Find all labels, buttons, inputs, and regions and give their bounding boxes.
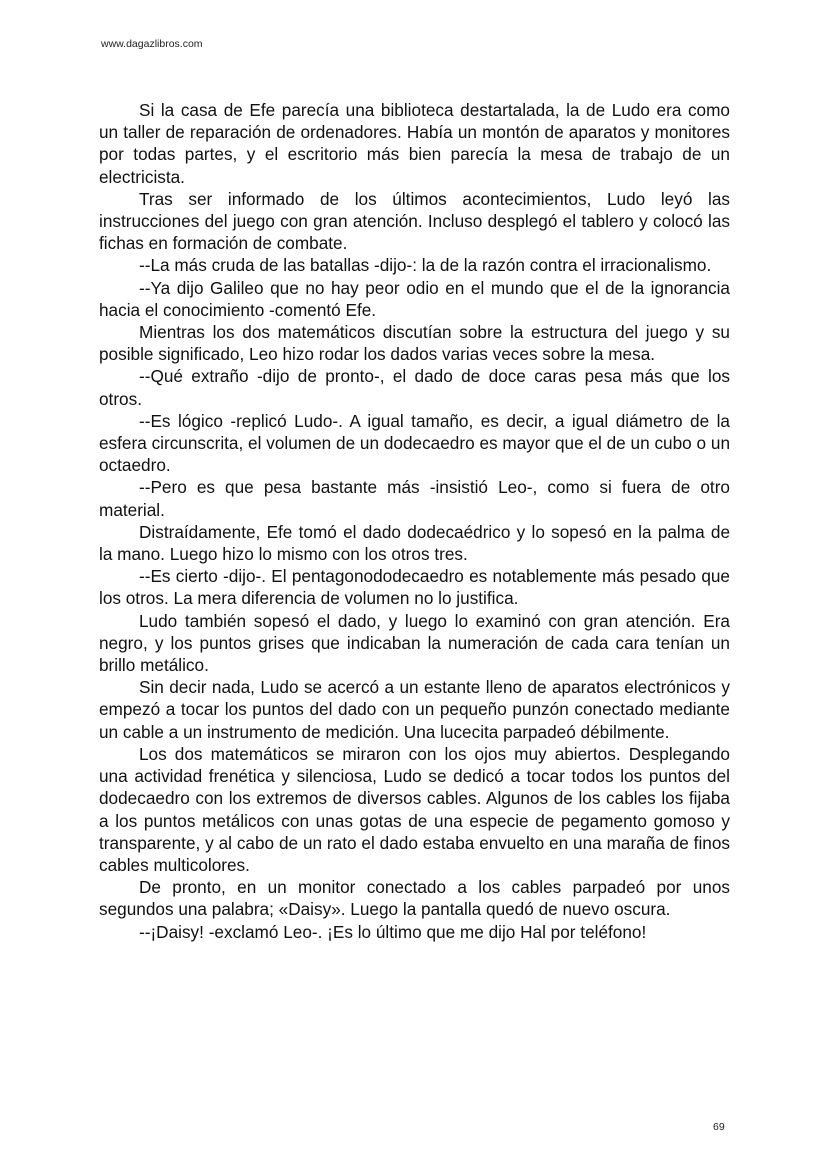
- paragraph: --Es lógico -replicó Ludo-. A igual tamaño, es decir, a igual diámetro de la esfera circunscrita, el volumen de un dodecaedro es mayor que el de un cubo o un octaedro.: [99, 410, 730, 476]
- header-url: www.dagazlibros.com: [101, 38, 203, 50]
- paragraph: Mientras los dos matemáticos discutían sobre la estructura del juego y su posible significado, Leo hizo rodar los dados varias veces sobre la mesa.: [99, 322, 730, 365]
- paragraph: --La más cruda de las batallas -dijo-: la de la razón contra el irracionalismo.: [139, 255, 712, 276]
- body-text: [99, 99, 730, 943]
- paragraph: --Es cierto -dijo-. El pentagonododecaedro es notablemente más pesado que los otros. La mera diferencia de volumen no lo justifica.: [99, 566, 730, 609]
- paragraph: --¡Daisy! -exclamó Leo-. ¡Es lo último que me dijo Hal por teléfono!: [139, 921, 647, 942]
- page-number: 69: [713, 1121, 725, 1133]
- paragraph: Distraídamente, Efe tomó el dado dodecaédrico y lo sopesó en la palma de la mano. Luego hizo lo mismo con los otros tres.: [99, 521, 730, 565]
- paragraph: Ludo también sopesó el dado, y luego lo examinó con gran atención. Era negro, y los puntos grises que indicaban la numeración de cada cara tenían un brillo metálico.: [99, 610, 730, 676]
- paragraph: --Pero es que pesa bastante más -insistió Leo-, como si fuera de otro material.: [99, 477, 730, 520]
- paragraph: Sin decir nada, Ludo se acercó a un estante lleno de aparatos electrónicos y empezó a tocar los puntos del dado con un pequeño punzón conectado mediante un cable a un instrumento de medición. Una lucecita parpadeó débilmente.: [99, 677, 730, 742]
- paragraph: De pronto, en un monitor conectado a los cables parpadeó por unos segundos una palabra; «Daisy». Luego la pantalla quedó de nuevo oscura.: [99, 877, 730, 920]
- paragraph: Los dos matemáticos se miraron con los ojos muy abiertos. Desplegando una actividad frenética y silenciosa, Ludo se dedicó a tocar todos los puntos del dodecaedro con los extremos de diversos cables. Algunos de los cables los fijaba a los puntos metálicos con unas gotas de una especie de pegamento gomoso y transparente, y al cabo de un rato el dado estaba envuelto en una maraña de finos cables multicolores.: [99, 743, 730, 875]
- paragraph: Si la casa de Efe parecía una biblioteca destartalada, la de Ludo era como un taller de reparación de ordenadores. Había un montón de aparatos y monitores por todas partes, y el escritorio más bien parecía la mesa de trabajo de un electricista.: [99, 100, 730, 187]
- paragraph: --Ya dijo Galileo que no hay peor odio en el mundo que el de la ignorancia hacia el conocimiento -comentó Efe.: [99, 277, 730, 320]
- paragraph: Tras ser informado de los últimos acontecimientos, Ludo leyó las instrucciones del juego con gran atención. Incluso desplegó el tablero y colocó las fichas en formación de combate.: [99, 188, 730, 254]
- paragraph: --Qué extraño -dijo de pronto-, el dado de doce caras pesa más que los otros.: [99, 366, 730, 409]
